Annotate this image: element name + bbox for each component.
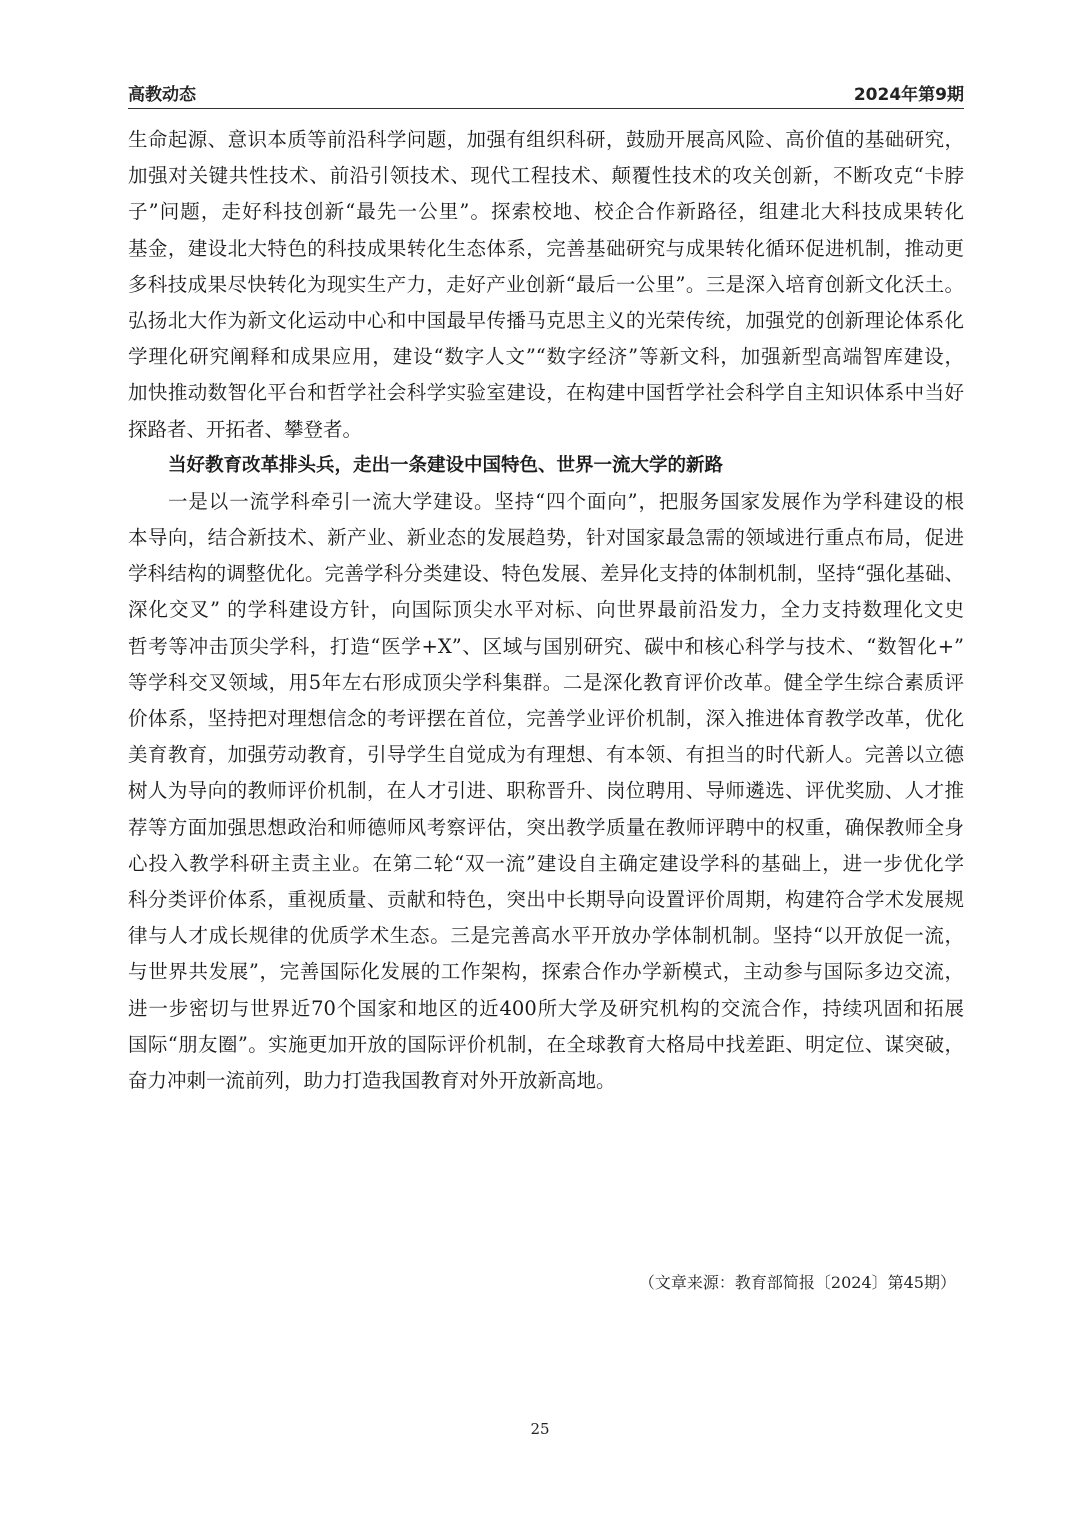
text-line: 与世界共发展”，完善国际化发展的工作架构，探索合作办学新模式，主动参与国际多边交流， [128, 960, 964, 984]
article-body [128, 122, 964, 1099]
article-source: （文章来源：教育部简报〔2024〕第45期） [638, 1273, 956, 1292]
text-line: 基金，建设北大特色的科技成果转化生态体系，完善基础研究与成果转化循环促进机制，推动更 [128, 236, 964, 260]
issue-number: 2024年第9期 [853, 85, 964, 105]
text-line: 学科结构的调整优化。完善学科分类建设、特色发展、差异化支持的体制机制，坚持“强化基础、 [128, 562, 964, 586]
page-number: 25 [530, 1420, 550, 1438]
text-line: 一是以一流学科牵引一流大学建设。坚持“四个面向”，把服务国家发展作为学科建设的根 [168, 489, 964, 513]
text-line: 律与人才成长规律的优质学术生态。三是完善高水平开放办学体制机制。坚持“以开放促一流， [128, 924, 964, 948]
text-line: 加快推动数智化平台和哲学社会科学实验室建设，在构建中国哲学社会科学自主知识体系中当好 [128, 381, 964, 405]
text-line: 奋力冲刺一流前列，助力打造我国教育对外开放新高地。 [128, 1068, 616, 1092]
text-line: 哲考等冲击顶尖学科，打造“医学+X”、区域与国别研究、碳中和核心科学与技术、“数智化+” [128, 634, 964, 658]
text-line: 弘扬北大作为新文化运动中心和中国最早传播马克思主义的光荣传统，加强党的创新理论体系化 [128, 308, 964, 332]
text-line: 美育教育，加强劳动教育，引导学生自觉成为有理想、有本领、有担当的时代新人。完善以立德 [128, 743, 964, 767]
header-divider [128, 108, 964, 109]
text-line: 树人为导向的教师评价机制，在人才引进、职称晋升、岗位聘用、导师遴选、评优奖励、人才推 [128, 779, 964, 803]
section-heading: 当好教育改革排头兵，走出一条建设中国特色、世界一流大学的新路 [168, 454, 724, 476]
text-line: 本导向，结合新技术、新产业、新业态的发展趋势，针对国家最急需的领域进行重点布局，促进 [128, 526, 964, 550]
text-line: 多科技成果尽快转化为现实生产力，走好产业创新“最后一公里”。三是深入培育创新文化沃土。 [128, 272, 964, 296]
paragraph-continued [128, 122, 964, 448]
running-header [128, 78, 964, 106]
text-line: 子”问题，走好科技创新“最先一公里”。探索校地、校企合作新路径，组建北大科技成果转化 [128, 200, 964, 224]
text-line: 心投入教学科研主责主业。在第二轮“双一流”建设自主确定建设学科的基础上，进一步优化学 [128, 851, 964, 875]
text-line: 国际“朋友圈”。实施更加开放的国际评价机制，在全球教育大格局中找差距、明定位、谋突破， [128, 1032, 964, 1056]
text-line: 深化交叉” 的学科建设方针，向国际顶尖水平对标、向世界最前沿发力，全力支持数理化文史 [128, 598, 964, 622]
publication-title: 高教动态 [128, 85, 196, 105]
text-line: 探路者、开拓者、攀登者。 [128, 417, 363, 441]
text-line: 等学科交叉领域，用5年左右形成顶尖学科集群。二是深化教育评价改革。健全学生综合素质评 [128, 670, 964, 694]
text-line: 加强对关键共性技术、前沿引领技术、现代工程技术、颠覆性技术的攻关创新，不断攻克“卡脖 [128, 164, 964, 188]
paragraph-reform [128, 484, 964, 1099]
text-line: 科分类评价体系，重视质量、贡献和特色，突出中长期导向设置评价周期，构建符合学术发展规 [128, 887, 964, 911]
text-line: 学理化研究阐释和成果应用，建设“数字人文”“数字经济”等新文科，加强新型高端智库建设， [128, 345, 964, 369]
text-line: 生命起源、意识本质等前沿科学问题，加强有组织科研，鼓励开展高风险、高价值的基础研究， [128, 128, 964, 151]
text-line: 荐等方面加强思想政治和师德师风考察评估，突出教学质量在教师评聘中的权重，确保教师全身 [128, 815, 964, 839]
text-line: 价体系，坚持把对理想信念的考评摆在首位，完善学业评价机制，深入推进体育教学改革，优化 [128, 707, 964, 730]
text-line: 进一步密切与世界近70个国家和地区的近400所大学及研究机构的交流合作，持续巩固和拓展 [128, 996, 964, 1020]
